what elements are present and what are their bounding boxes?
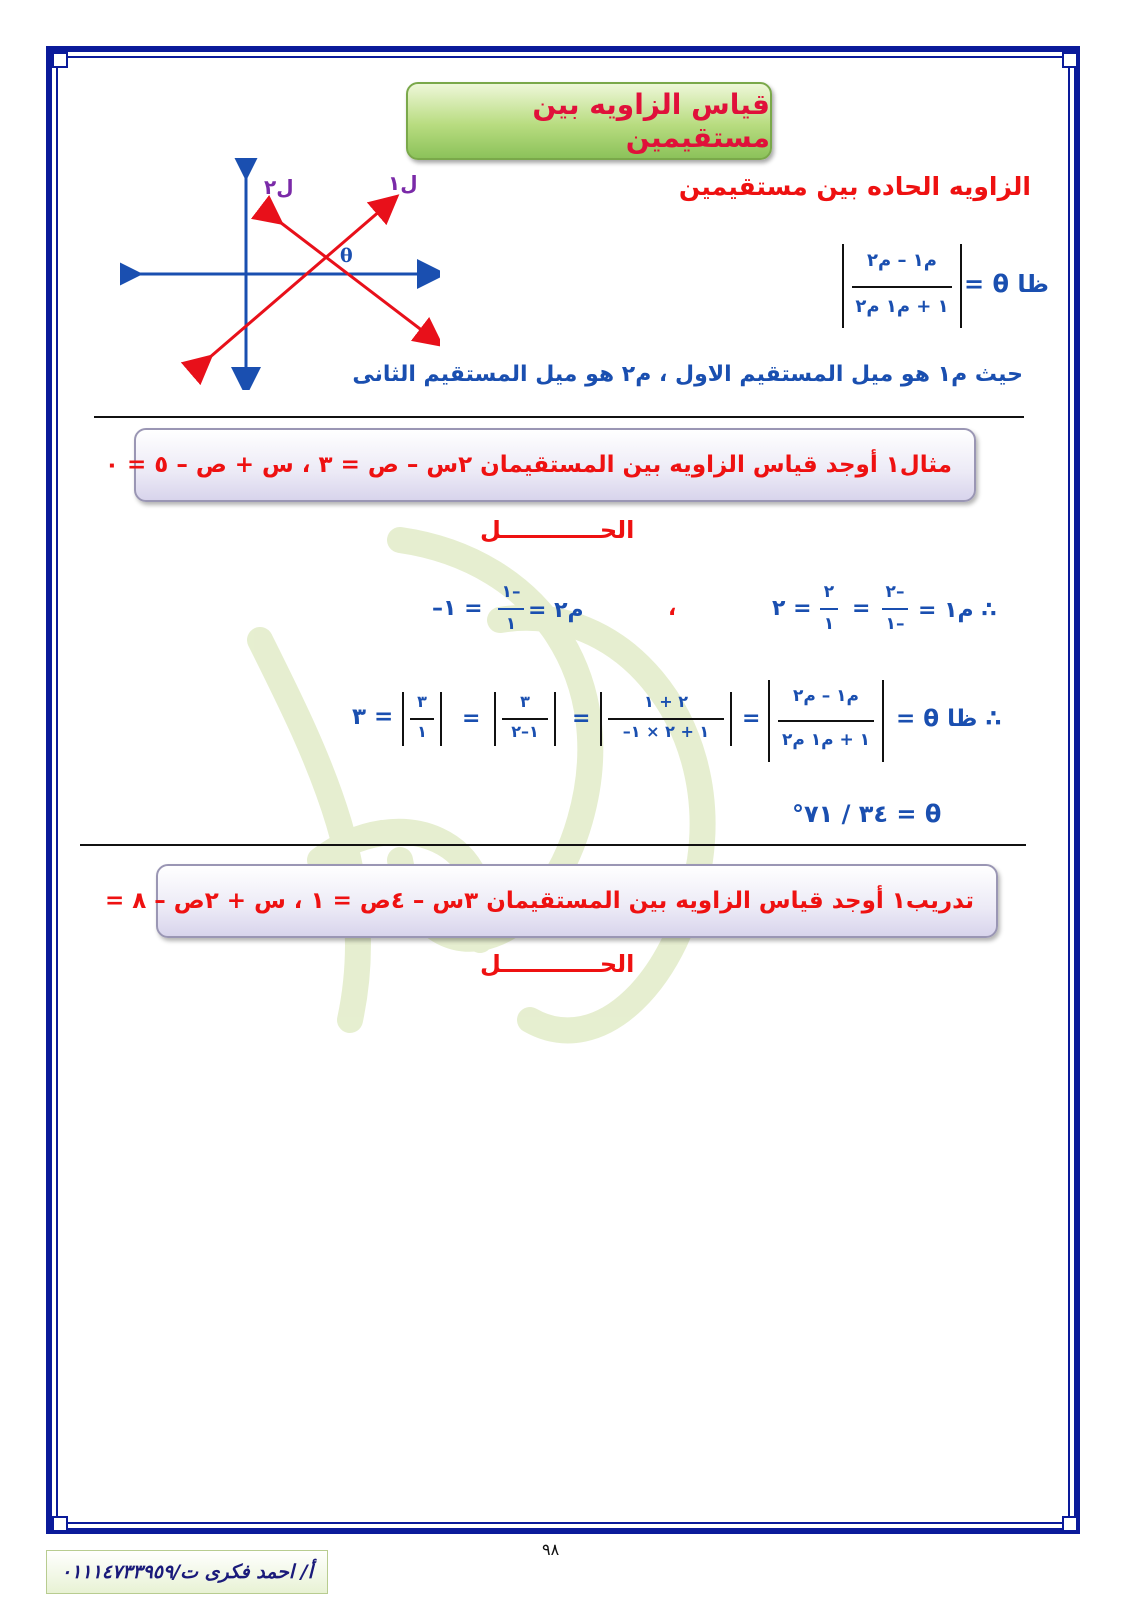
m2-result: = ١– [432,596,483,621]
tan-formula-fraction [842,244,962,328]
formula-lhs: ظا θ = [964,270,1049,298]
f2-den: ١ + ٢ × ١– [622,722,710,741]
angle-label: θ [340,245,353,267]
m1-frac2-den: ١ [823,614,835,634]
title-banner [406,82,772,160]
corner-ornament [1062,52,1078,68]
divider [80,844,1026,846]
f3-num: ٣ [520,692,530,711]
tan-lhs: ∴ ظا θ = [896,706,1002,732]
m1-frac-num: ٢– [885,582,905,602]
f1-den: ١ + م١ م٢ [781,730,871,750]
f2-num: ٢ + ١ [643,692,689,711]
m1-frac2-num: ٢ [823,582,835,602]
lines-diagram [120,158,440,390]
tan-fraction-1 [768,680,884,762]
tan-result: = ٣ [352,704,394,730]
divider [94,416,1024,418]
corner-ornament [1062,1516,1078,1532]
example1-solution-label: الحــــــــــــل [480,516,635,544]
f4-num: ٣ [417,692,427,711]
f4-den: ١ [417,722,427,741]
corner-ornament [52,52,68,68]
equals: = [572,706,591,731]
equals: = [742,706,761,731]
m2-frac-den: ١ [505,614,517,634]
tan-fraction-2 [600,692,732,746]
fraction-bar [882,608,908,610]
example1-box [104,428,976,502]
f1-num: م١ – م٢ [792,686,860,706]
m1-frac-den: ١– [885,614,905,634]
page-title: قياس الزاويه بين مستقيمين [532,88,770,154]
formula-denominator: ١ + م١ م٢ [855,296,949,317]
m1-lhs: ∴ م١ = [918,598,997,623]
section-heading: الزاويه الحاده بين مستقيمين [678,172,1031,201]
tan-fraction-4 [402,692,442,746]
separator: ، [668,596,677,621]
corner-ornament [52,1516,68,1532]
exercise1-box [104,864,998,938]
slope-definition: حيث م١ هو ميل المستقيم الاول ، م٢ هو ميل المستقيم الثانى [352,362,1023,387]
line2-label: ل٢ [264,175,294,199]
angle-answer: θ = ٣٤ / ٧١° [792,800,942,828]
example1-text: مثال١ أوجد قياس الزاويه بين المستقيمان ٢س – ص = ٣ ، س + ص – ٥ = ٠ [104,452,952,478]
formula-numerator: م١ – م٢ [867,250,937,271]
fraction-bar [498,608,524,610]
m2-lhs: م٢ = [528,598,584,623]
line1-label: ل١ [388,171,418,195]
exercise1-text: تدريب١ أوجد قياس الزاويه بين المستقيمان ٣س – ٤ص = ١ ، س + ٢ص – ٨ = [104,888,974,914]
m1-eq: = [852,596,871,621]
author-contact: أ/ احمد فكرى ت/٠١١١٤٧٣٣٩٥٩ [60,1561,314,1583]
fraction-bar [820,608,838,610]
page-number: ٩٨ [542,1540,560,1559]
m1-result: = ٢ [772,596,812,621]
exercise1-solution-label: الحــــــــــــل [480,950,635,978]
f3-den: ١–٢ [511,722,539,741]
footer-banner [46,1550,328,1594]
equals: = [462,706,481,731]
tan-fraction-3 [494,692,556,746]
m2-frac-num: ١– [501,582,521,602]
